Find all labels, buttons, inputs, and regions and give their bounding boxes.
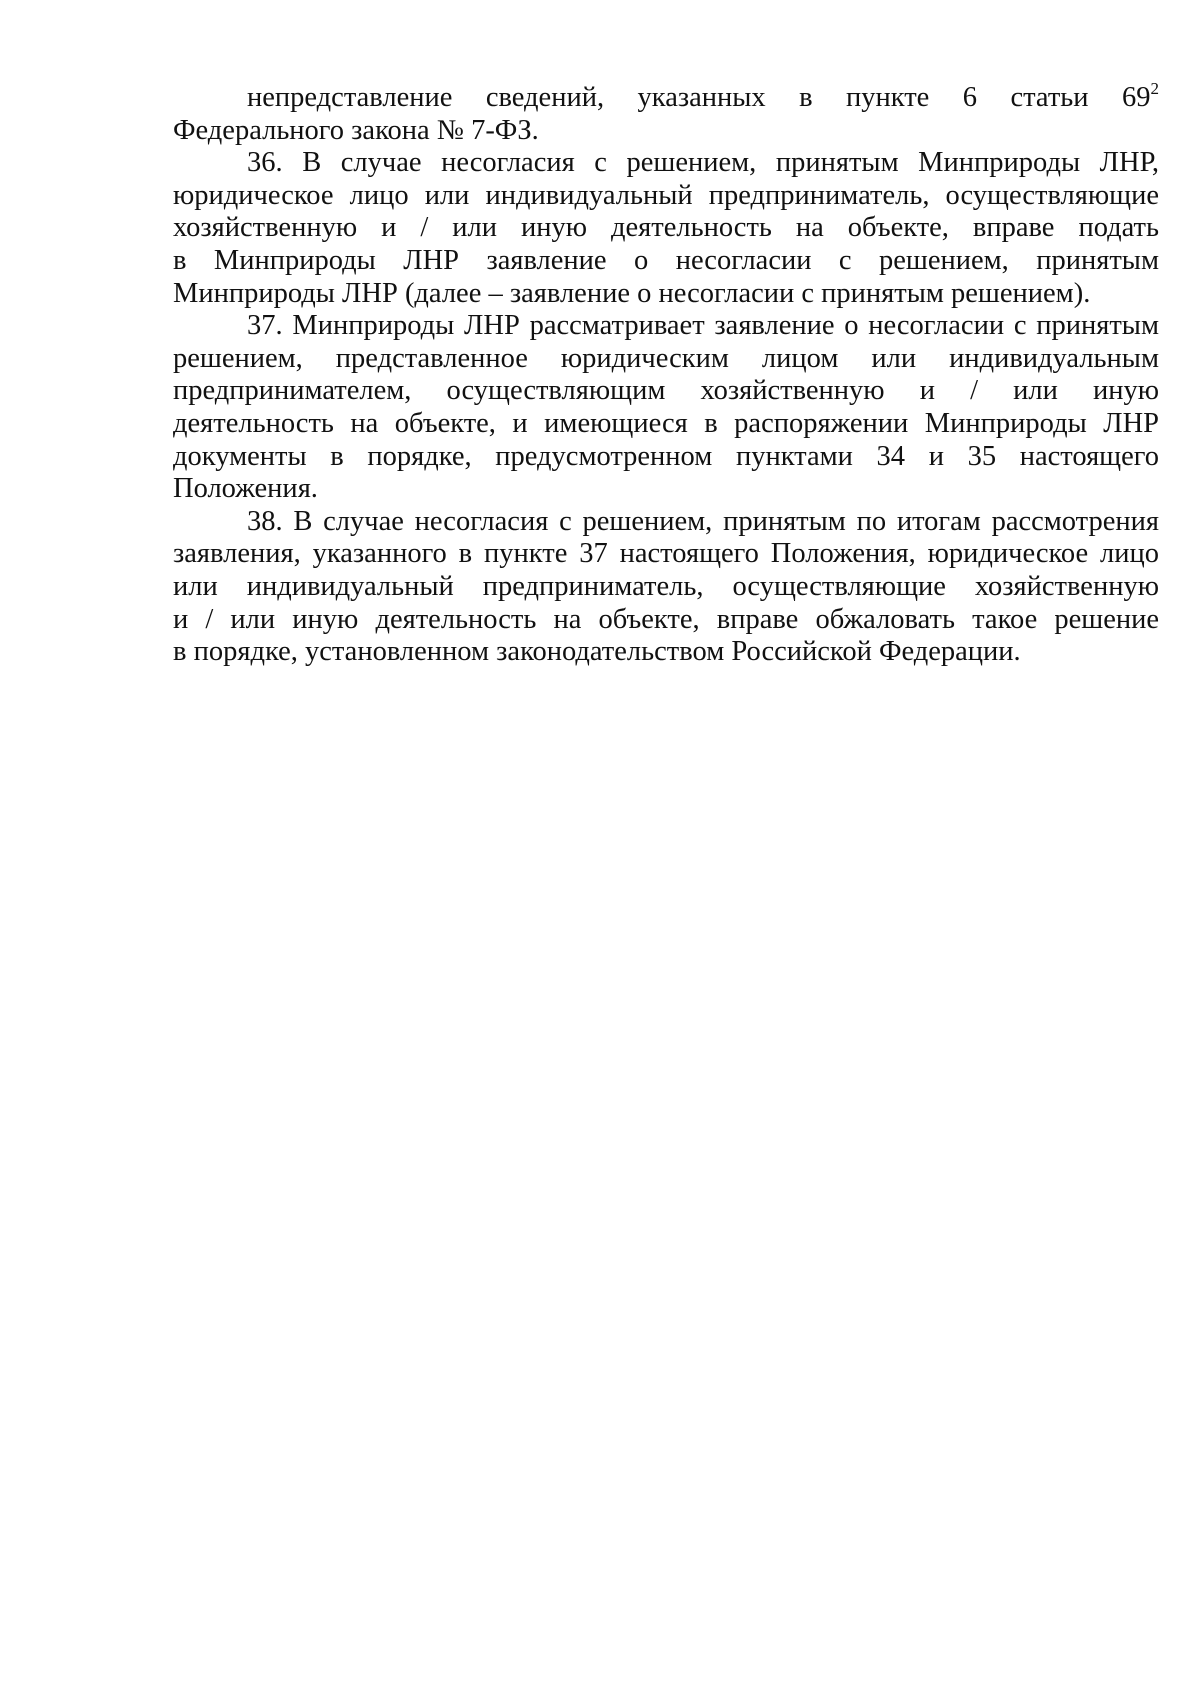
- paragraph-continuation: [173, 79, 1159, 147]
- paragraph-line: в порядке, установленном законодательством Российской Федерации.: [173, 636, 1021, 668]
- paragraph-line: 38. В случае несогласия с решением, принятым по итогам рассмотрения: [247, 505, 1159, 537]
- paragraph-line: Федерального закона № 7-ФЗ.: [173, 114, 539, 146]
- paragraph-line: предпринимателем, осуществляющим хозяйственную и / или иную: [173, 375, 1159, 407]
- paragraph-line: 37. Минприроды ЛНР рассматривает заявление о несогласии с принятым: [247, 310, 1159, 342]
- paragraph-line: решением, представленное юридическим лицом или индивидуальным: [173, 342, 1159, 374]
- paragraph-line: Положения.: [173, 473, 318, 505]
- paragraph-36: [173, 147, 1159, 310]
- paragraph-line: или индивидуальный предприниматель, осуществляющие хозяйственную: [173, 570, 1159, 602]
- paragraph-line: в Минприроды ЛНР заявление о несогласии с решением, принятым: [173, 244, 1159, 276]
- paragraph-line: юридическое лицо или индивидуальный предприниматель, осуществляющие: [173, 179, 1159, 211]
- paragraph-line: хозяйственную и / или иную деятельность на объекте, вправе подать: [173, 212, 1159, 244]
- paragraph-line: и / или иную деятельность на объекте, вправе обжаловать такое решение: [173, 603, 1159, 635]
- paragraph-line: документы в порядке, предусмотренном пунктами 34 и 35 настоящего: [173, 440, 1159, 472]
- paragraph-line: 36. В случае несогласия с решением, принятым Минприроды ЛНР,: [247, 147, 1159, 179]
- paragraph-line: заявления, указанного в пункте 37 настоящего Положения, юридическое лицо: [173, 538, 1159, 570]
- paragraph-line: [173, 79, 1159, 115]
- paragraph-line: деятельность на объекте, и имеющиеся в распоряжении Минприроды ЛНР: [173, 407, 1159, 439]
- paragraph-line: Минприроды ЛНР (далее – заявление о несогласии с принятым решением).: [173, 277, 1091, 309]
- superscript-number: 2: [1150, 79, 1159, 98]
- paragraph-37: [173, 310, 1159, 506]
- paragraph-38: [173, 506, 1159, 669]
- paragraph-line-text: непредставление сведений, указанных в пункте 6 статьи 69: [247, 82, 1151, 113]
- document-body: [173, 79, 1159, 669]
